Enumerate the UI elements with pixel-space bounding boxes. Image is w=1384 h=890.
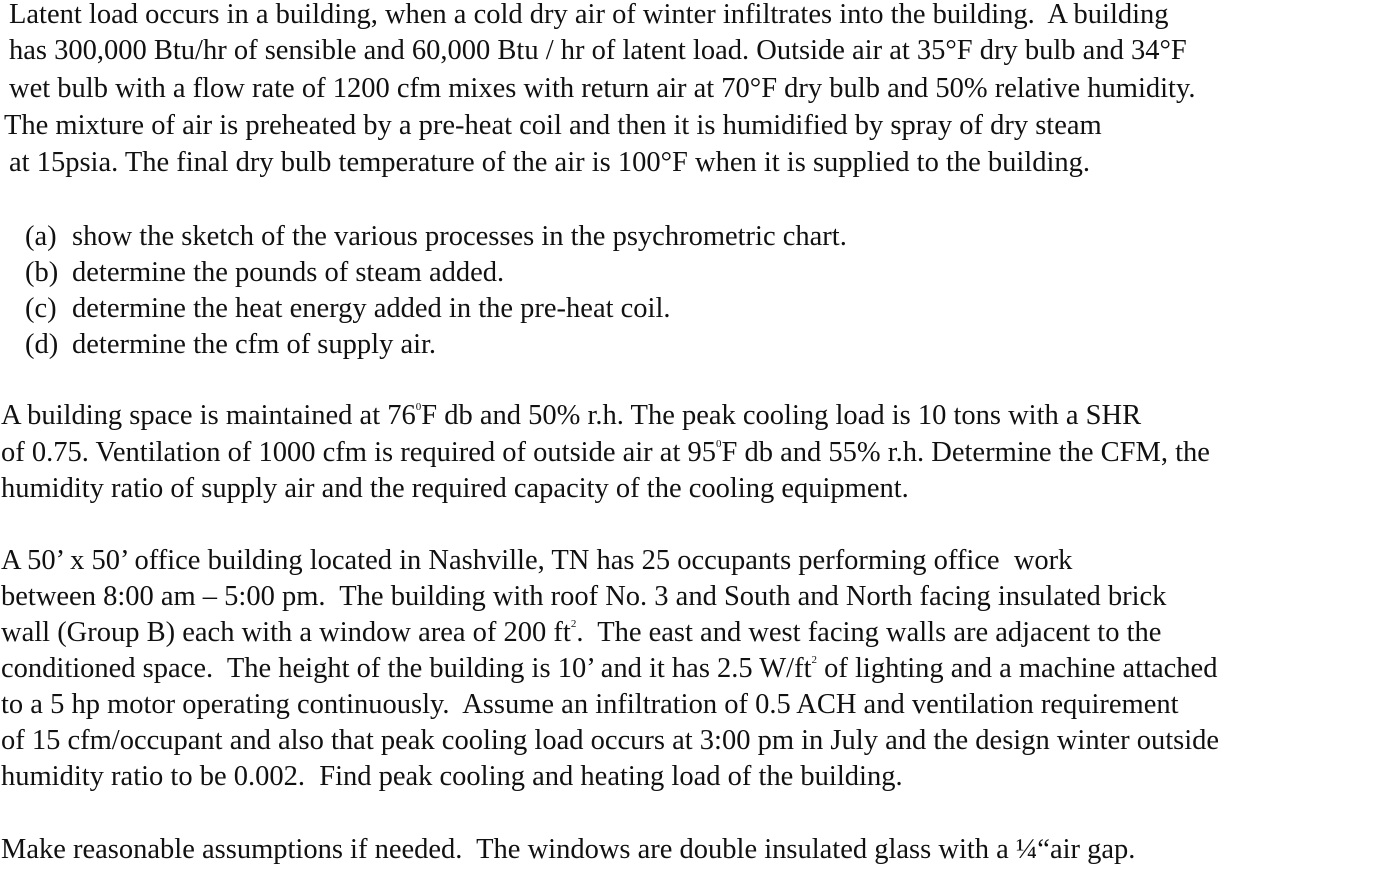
problem2-line-2 xyxy=(1,435,1210,471)
part-b-label: (b) xyxy=(25,257,59,288)
problem2-line-1-a: A building space is maintained at 76 xyxy=(1,400,416,431)
part-c-label: (c) xyxy=(25,293,57,324)
problem3-line-2: between 8:00 am – 5:00 pm. The building with roof No. 3 and South and North facing insulated brick xyxy=(1,581,1167,612)
problem3-line-3-b: . The east and west facing walls are adjacent to the xyxy=(576,617,1162,648)
problem3-line-4-b: of lighting and a machine attached xyxy=(817,653,1218,684)
problem2-line-3: humidity ratio of supply air and the required capacity of the cooling equipment. xyxy=(1,473,909,504)
part-b-text: determine the pounds of steam added. xyxy=(72,257,505,288)
problem3-line-1: A 50’ x 50’ office building located in Nashville, TN has 25 occupants performing office work xyxy=(1,545,1073,576)
assumptions-note: Make reasonable assumptions if needed. The windows are double insulated glass with a ¼“air gap. xyxy=(1,834,1136,865)
problem3-line-3-a: wall (Group B) each with a window area of 200 ft xyxy=(1,617,571,648)
problem1-line-2: has 300,000 Btu/hr of sensible and 60,000 Btu / hr of latent load. Outside air at 35°F dry bulb and 34°F xyxy=(9,35,1187,66)
problem2-line-2-a: of 0.75. Ventilation of 1000 cfm is required of outside air at 95 xyxy=(1,437,716,468)
degree-mark: 0 xyxy=(415,401,422,413)
problem3-line-6: of 15 cfm/occupant and also that peak cooling load occurs at 3:00 pm in July and the design winter outside xyxy=(1,725,1220,756)
part-d-text: determine the cfm of supply air. xyxy=(72,329,437,360)
squared-mark: 2 xyxy=(811,654,818,666)
problem2-line-1 xyxy=(1,398,1141,434)
problem1-line-5: at 15psia. The final dry bulb temperature of the air is 100°F when it is supplied to the building. xyxy=(9,147,1091,178)
part-a-text: show the sketch of the various processes in the psychrometric chart. xyxy=(72,221,847,252)
degree-mark: 0 xyxy=(716,438,722,450)
problem3-line-4 xyxy=(1,651,1217,687)
problem3-line-7: humidity ratio to be 0.002. Find peak cooling and heating load of the building. xyxy=(1,761,903,792)
problem3-line-4-a: conditioned space. The height of the building is 10’ and it has 2.5 W/ft xyxy=(1,653,812,684)
problem3-line-5: to a 5 hp motor operating continuously. Assume an infiltration of 0.5 ACH and ventilation requirement xyxy=(1,689,1179,720)
problem1-line-1: Latent load occurs in a building, when a cold dry air of winter infiltrates into the building. A building xyxy=(9,0,1169,30)
problem1-line-4: The mixture of air is preheated by a pre-heat coil and then it is humidified by spray of dry steam xyxy=(4,110,1102,141)
problem2-line-1-b: F db and 50% r.h. The peak cooling load is 10 tons with a SHR xyxy=(421,400,1142,431)
part-a-label: (a) xyxy=(25,221,57,252)
part-c-text: determine the heat energy added in the pre-heat coil. xyxy=(72,293,671,324)
problem2-line-2-b: F db and 55% r.h. Determine the CFM, the xyxy=(721,437,1210,468)
squared-mark: 2 xyxy=(570,618,577,630)
part-d-label: (d) xyxy=(25,329,59,360)
problem1-line-3: wet bulb with a flow rate of 1200 cfm mixes with return air at 70°F dry bulb and 50% relative humidity. xyxy=(9,73,1196,104)
problem3-line-3 xyxy=(1,615,1161,651)
